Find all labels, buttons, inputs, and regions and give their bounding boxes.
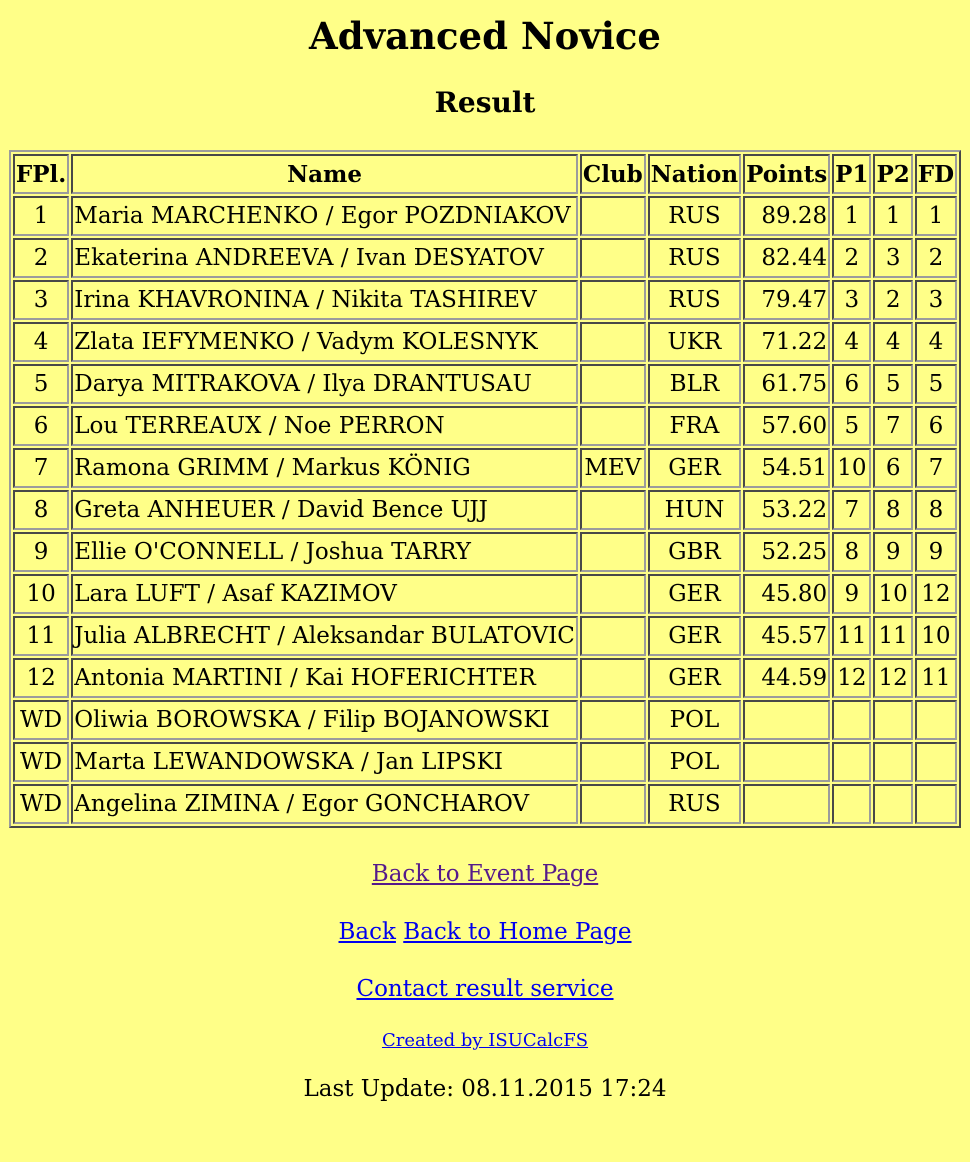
cell-p2: 12 [873, 658, 912, 698]
cell-points: 57.60 [743, 406, 830, 446]
cell-club [580, 322, 646, 362]
cell-club: MEV [580, 448, 646, 488]
cell-fd: 7 [915, 448, 957, 488]
cell-p2: 11 [873, 616, 912, 656]
table-row [13, 700, 957, 740]
cell-fpl: 9 [13, 532, 69, 572]
cell-nation: FRA [648, 406, 741, 446]
cell-fpl: 12 [13, 658, 69, 698]
cell-fd: 6 [915, 406, 957, 446]
cell-name: Ramona GRIMM / Markus KÖNIG [71, 448, 578, 488]
cell-p2 [873, 700, 912, 740]
cell-nation: GER [648, 574, 741, 614]
cell-fd: 12 [915, 574, 957, 614]
cell-name: Ellie O'CONNELL / Joshua TARRY [71, 532, 578, 572]
cell-p1: 4 [832, 322, 871, 362]
cell-fpl: 1 [13, 196, 69, 236]
cell-points: 82.44 [743, 238, 830, 278]
cell-p2: 9 [873, 532, 912, 572]
cell-p1: 8 [832, 532, 871, 572]
cell-p1: 7 [832, 490, 871, 530]
header-fd: FD [915, 154, 957, 194]
cell-name: Julia ALBRECHT / Aleksandar BULATOVIC [71, 616, 578, 656]
cell-p1: 5 [832, 406, 871, 446]
cell-club [580, 406, 646, 446]
cell-fpl: 11 [13, 616, 69, 656]
table-row [13, 280, 957, 320]
cell-fd [915, 742, 957, 782]
cell-p2: 6 [873, 448, 912, 488]
cell-name: Lara LUFT / Asaf KAZIMOV [71, 574, 578, 614]
cell-points: 45.57 [743, 616, 830, 656]
created-by-line [0, 1029, 970, 1053]
cell-p2: 1 [873, 196, 912, 236]
cell-fd: 8 [915, 490, 957, 530]
cell-p1: 12 [832, 658, 871, 698]
table-row [13, 616, 957, 656]
cell-p2: 7 [873, 406, 912, 446]
table-header-row [13, 154, 957, 194]
cell-p1: 10 [832, 448, 871, 488]
cell-club [580, 784, 646, 824]
cell-p2: 10 [873, 574, 912, 614]
contact-link[interactable]: Contact result service [356, 976, 614, 1002]
cell-fd: 9 [915, 532, 957, 572]
cell-p2: 4 [873, 322, 912, 362]
header-p1: P1 [832, 154, 871, 194]
table-row [13, 784, 957, 824]
cell-nation: RUS [648, 784, 741, 824]
table-row [13, 406, 957, 446]
header-nation: Nation [648, 154, 741, 194]
cell-p2: 3 [873, 238, 912, 278]
cell-points: 61.75 [743, 364, 830, 404]
cell-fd: 4 [915, 322, 957, 362]
cell-points: 54.51 [743, 448, 830, 488]
cell-name: Zlata IEFYMENKO / Vadym KOLESNYK [71, 322, 578, 362]
cell-fpl: WD [13, 784, 69, 824]
cell-name: Marta LEWANDOWSKA / Jan LIPSKI [71, 742, 578, 782]
cell-fpl: 7 [13, 448, 69, 488]
cell-p2: 2 [873, 280, 912, 320]
cell-fd: 3 [915, 280, 957, 320]
cell-nation: GER [648, 448, 741, 488]
cell-nation: GER [648, 616, 741, 656]
table-row [13, 196, 957, 236]
cell-p1: 2 [832, 238, 871, 278]
back-to-event-link[interactable]: Back to Event Page [371, 861, 599, 887]
table-row [13, 532, 957, 572]
cell-fpl: 3 [13, 280, 69, 320]
cell-fd: 11 [915, 658, 957, 698]
cell-points: 52.25 [743, 532, 830, 572]
cell-points [743, 784, 830, 824]
header-club: Club [580, 154, 646, 194]
created-by-link[interactable]: Created by ISUCalcFS [381, 1030, 589, 1051]
cell-nation: RUS [648, 280, 741, 320]
cell-club [580, 616, 646, 656]
cell-fpl: 2 [13, 238, 69, 278]
event-link-line [0, 858, 970, 890]
cell-club [580, 364, 646, 404]
cell-p1: 3 [832, 280, 871, 320]
page-subtitle: Result [434, 86, 536, 119]
cell-fpl: 8 [13, 490, 69, 530]
header-p2: P2 [873, 154, 912, 194]
table-row [13, 490, 957, 530]
table-row [13, 322, 957, 362]
header-points: Points [743, 154, 830, 194]
cell-club [580, 532, 646, 572]
cell-points [743, 742, 830, 782]
cell-club [580, 238, 646, 278]
cell-p1: 1 [832, 196, 871, 236]
header-name: Name [71, 154, 578, 194]
back-to-home-link[interactable]: Back to Home Page [403, 919, 632, 945]
table-row [13, 658, 957, 698]
cell-p2 [873, 742, 912, 782]
cell-club [580, 196, 646, 236]
table-row [13, 574, 957, 614]
cell-p1: 6 [832, 364, 871, 404]
cell-points: 44.59 [743, 658, 830, 698]
cell-fd: 5 [915, 364, 957, 404]
header-fpl: FPl. [13, 154, 69, 194]
cell-points: 53.22 [743, 490, 830, 530]
results-body [13, 196, 957, 824]
cell-name: Oliwia BOROWSKA / Filip BOJANOWSKI [71, 700, 578, 740]
cell-nation: POL [648, 700, 741, 740]
cell-name: Irina KHAVRONINA / Nikita TASHIREV [71, 280, 578, 320]
cell-points [743, 700, 830, 740]
cell-points: 89.28 [743, 196, 830, 236]
cell-club [580, 742, 646, 782]
cell-name: Ekaterina ANDREEVA / Ivan DESYATOV [71, 238, 578, 278]
last-update: Last Update: 08.11.2015 17:24 [303, 1076, 667, 1102]
cell-fd: 2 [915, 238, 957, 278]
cell-fpl: WD [13, 700, 69, 740]
cell-p2: 5 [873, 364, 912, 404]
cell-fd: 1 [915, 196, 957, 236]
cell-club [580, 574, 646, 614]
cell-p2: 8 [873, 490, 912, 530]
cell-nation: GBR [648, 532, 741, 572]
results-table [9, 150, 961, 828]
cell-p1 [832, 700, 871, 740]
table-row [13, 364, 957, 404]
home-link-line [0, 916, 970, 948]
cell-p1: 9 [832, 574, 871, 614]
cell-fpl: 10 [13, 574, 69, 614]
page-title: Advanced Novice [309, 14, 661, 58]
cell-points: 79.47 [743, 280, 830, 320]
cell-club [580, 280, 646, 320]
cell-nation: POL [648, 742, 741, 782]
table-row [13, 238, 957, 278]
cell-fpl: 5 [13, 364, 69, 404]
table-row [13, 742, 957, 782]
cell-p1 [832, 784, 871, 824]
cell-p1 [832, 742, 871, 782]
cell-club [580, 490, 646, 530]
cell-club [580, 658, 646, 698]
cell-name: Lou TERREAUX / Noe PERRON [71, 406, 578, 446]
contact-link-line [0, 973, 970, 1005]
cell-name: Maria MARCHENKO / Egor POZDNIAKOV [71, 196, 578, 236]
cell-p1: 11 [832, 616, 871, 656]
cell-name: Greta ANHEUER / David Bence UJJ [71, 490, 578, 530]
cell-name: Antonia MARTINI / Kai HOFERICHTER [71, 658, 578, 698]
cell-fd: 10 [915, 616, 957, 656]
cell-points: 71.22 [743, 322, 830, 362]
cell-nation: UKR [648, 322, 741, 362]
cell-fd [915, 700, 957, 740]
cell-name: Darya MITRAKOVA / Ilya DRANTUSAU [71, 364, 578, 404]
cell-fpl: WD [13, 742, 69, 782]
cell-nation: GER [648, 658, 741, 698]
cell-fpl: 4 [13, 322, 69, 362]
cell-fpl: 6 [13, 406, 69, 446]
cell-name: Angelina ZIMINA / Egor GONCHAROV [71, 784, 578, 824]
cell-p2 [873, 784, 912, 824]
cell-club [580, 700, 646, 740]
cell-nation: RUS [648, 196, 741, 236]
cell-nation: HUN [648, 490, 741, 530]
table-row [13, 448, 957, 488]
cell-nation: RUS [648, 238, 741, 278]
cell-nation: BLR [648, 364, 741, 404]
cell-points: 45.80 [743, 574, 830, 614]
back-link[interactable]: Back [338, 919, 396, 945]
cell-fd [915, 784, 957, 824]
